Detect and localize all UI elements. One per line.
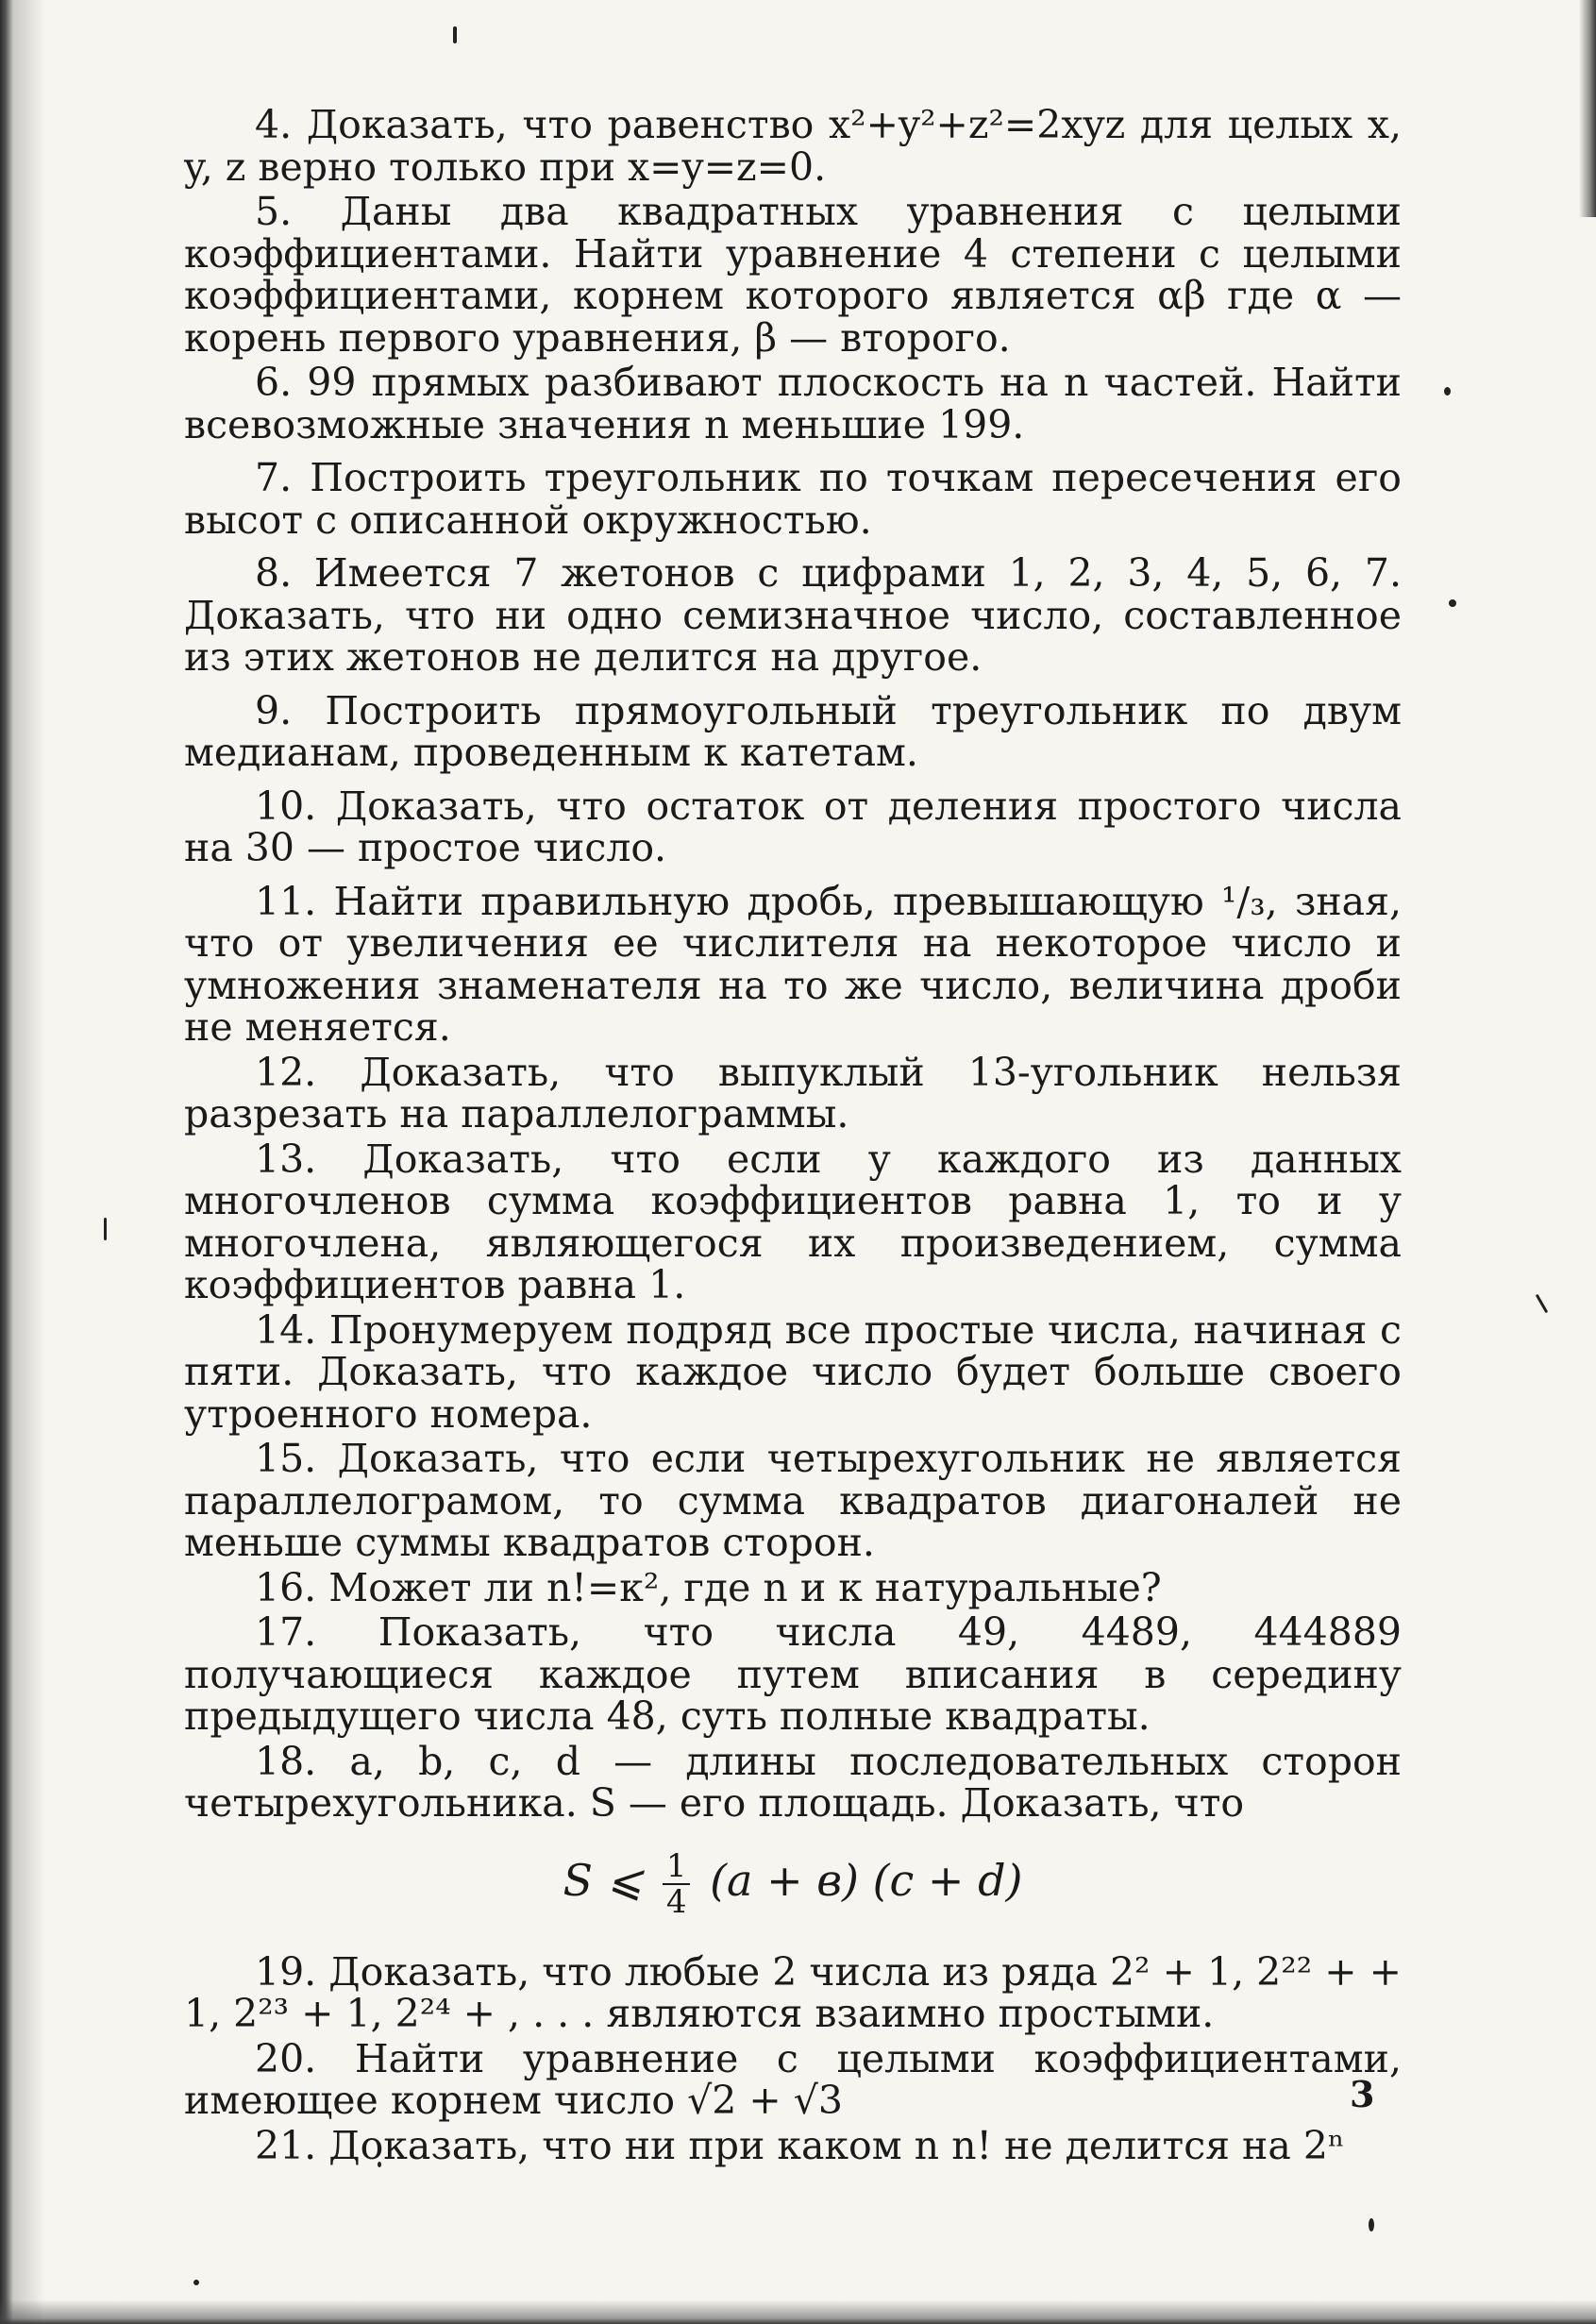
area-inequality-formula bbox=[184, 1846, 1402, 1921]
problem-21: 21. Доказать, что ни при каком n n! не делится на 2ⁿ bbox=[255, 2122, 1345, 2168]
scan-speck bbox=[1369, 2218, 1374, 2231]
problem-10: 10. Доказать, что остаток от деления простого числа на 30 — простое число. bbox=[184, 783, 1402, 870]
fraction-numerator: 1 bbox=[663, 1849, 691, 1885]
problem-12: 12. Доказать, что выпуклый 13-угольник нельзя разрезать на параллелограммы. bbox=[184, 1049, 1402, 1137]
formula-rhs: (a + в) (c + d) bbox=[710, 1854, 1023, 1906]
problem-7: 7. Построить треугольник по точкам пересечения его высот с описанной окружностью. bbox=[184, 455, 1402, 543]
formula-lhs: S ⩽ bbox=[563, 1854, 644, 1906]
problem-15: 15. Доказать, что если четырехугольник не является параллелограмом, то сумма квадратов диагоналей не меньше суммы квадратов сторон. bbox=[184, 1436, 1402, 1565]
problem-list bbox=[184, 104, 1402, 2169]
scan-edge-left bbox=[0, 0, 49, 2324]
problem-20: 20. Найти уравнение с целыми коэффициентами, имеющее корнем число √2 + √3 bbox=[184, 2035, 1402, 2123]
problem-4: 4. Доказать, что равенство x²+y²+z²=2xyz для целых x, y, z верно только при x=y=z=0. bbox=[184, 102, 1402, 190]
scan-speck bbox=[453, 26, 457, 43]
problem-11: 11. Найти правильную дробь, превышающую ¹/₃, зная, что от увеличения ее числителя на некоторое число и умножения знаменателя на то же число, величина дроби не меняется. bbox=[184, 878, 1402, 1050]
scan-speck bbox=[1449, 599, 1456, 607]
formula-fraction bbox=[663, 1846, 691, 1921]
problem-17: 17. Показать, что числа 49, 4489, 444889 получающиеся каждое путем вписания в середину предыдущего числа 48, суть полные квадраты. bbox=[184, 1609, 1402, 1739]
fraction-denominator: 4 bbox=[665, 1882, 687, 1921]
problem-6: 6. 99 прямых разбивают плоскость на n частей. Найти всевозможные значения n меньшие 199. bbox=[184, 360, 1402, 447]
scan-edge-right bbox=[1579, 0, 1596, 217]
problem-19: 19. Доказать, что любые 2 числа из ряда 2² + 1, 2²² + + 1, 2²³ + 1, 2²⁴ + , . . . являются взаимно простыми. bbox=[184, 1948, 1402, 2036]
problem-14: 14. Пронумеруем подряд все простые числа, начиная с пяти. Доказать, что каждое число будет больше своего утроенного номера. bbox=[184, 1306, 1402, 1437]
problem-18: 18. a, b, c, d — длины последовательных сторон четырехугольника. S — его площадь. Доказать, что bbox=[184, 1738, 1402, 1826]
problem-13: 13. Доказать, что если у каждого из данных многочленов сумма коэффициентов равна 1, то и у многочлена, являющегося их произведением, сумма коэффициентов равна 1. bbox=[184, 1136, 1402, 1307]
problem-9: 9. Построить прямоугольный треугольник по двум медианам, проведенным к катетам. bbox=[184, 687, 1402, 775]
scan-edge-bottom bbox=[0, 2299, 1596, 2324]
scan-speck bbox=[193, 2280, 199, 2285]
scan-speck bbox=[1444, 387, 1451, 396]
scan-speck bbox=[1536, 1294, 1549, 1314]
page-number: 3 bbox=[1350, 2073, 1375, 2115]
problem-5: 5. Даны два квадратных уравнения с целыми коэффициентами. Найти уравнение 4 степени с целыми коэффициентами, корнем которого является αβ где α — корень первого уравнения, β — второго. bbox=[184, 189, 1402, 361]
scan-speck bbox=[104, 1218, 107, 1240]
problem-16: 16. Может ли n!=к², где n и к натуральные? bbox=[255, 1564, 1162, 1610]
problem-8: 8. Имеется 7 жетонов с цифрами 1, 2, 3, 4, 5, 6, 7. Доказать, что ни одно семизначное число, составленное из этих жетонов не делится на другое. bbox=[184, 550, 1402, 680]
